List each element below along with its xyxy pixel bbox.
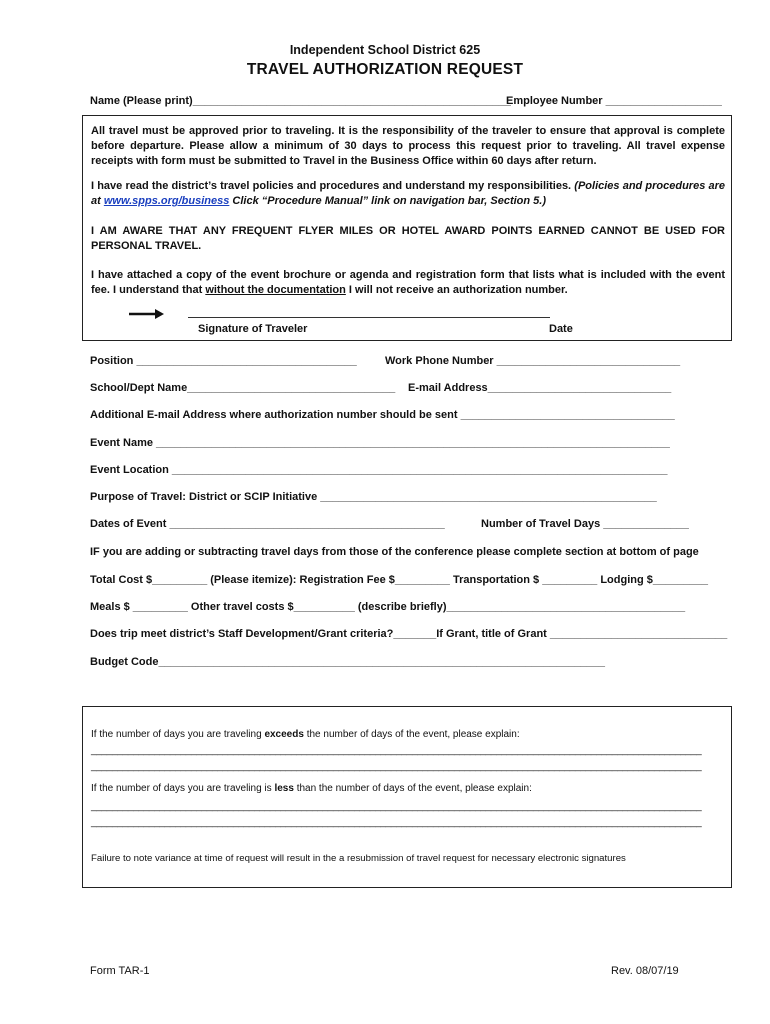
exceeds-prompt [91,729,520,740]
additional-email-field[interactable]: Additional E-mail Address where authorization number should be sent ___________________________________ [90,409,675,421]
documentation-text-end: I will not receive an authorization number. [348,284,568,296]
policy-link[interactable]: www.spps.org/business [103,195,230,207]
event-location-field[interactable]: Event Location _________________________________________________________________________________ [90,464,668,476]
signature-line[interactable] [188,317,550,318]
purpose-field[interactable]: Purpose of Travel: District or SCIP Initiative _______________________________________________________ [90,491,657,503]
work-phone-field[interactable]: Work Phone Number ______________________________ [385,355,681,367]
dates-field[interactable]: Dates of Event _____________________________________________ [90,518,445,530]
less-text-end: than the number of days of the event, please explain: [296,783,532,794]
approval-paragraph: All travel must be approved prior to traveling. It is the responsibility of the traveler to ensure that approval is complete before departure. Please allow a minimum of 30 days to process this request prior to traveling. All travel expense receipts with form must be submitted to Travel in the Business Office within 60 days after return. [91,125,725,167]
less-prompt [91,783,532,794]
form-number: Form TAR-1 [90,965,150,977]
exceeds-line-2[interactable]: ____________________________________________________________________________________________________________________ [91,761,702,772]
documentation-text: I have attached a copy of the event brochure or agenda and registration form that lists what is included with the event fee. I understand that [91,269,725,296]
budget-code-field[interactable]: Budget Code_________________________________________________________________________ [90,656,606,668]
frequent-flyer-paragraph: I AM AWARE THAT ANY FREQUENT FLYER MILES OR HOTEL AWARD POINTS EARNED CANNOT BE USED FOR PERSONAL TRAVEL. [91,225,725,252]
revision-date: Rev. 08/07/19 [611,965,679,977]
policy-text: I have read the district’s travel policies and procedures and understand my responsibilities. [91,180,572,192]
documentation-emphasis: without the documentation [205,284,346,296]
failure-note: Failure to note variance at time of request will result in the a resubmission of travel request for necessary electronic signatures [91,853,626,864]
policy-note: (Policies and procedures are at [91,180,726,207]
signature-label: Signature of Traveler [198,323,308,335]
less-line-1[interactable]: ____________________________________________________________________________________________________________________ [91,801,702,812]
school-dept-field[interactable]: School/Dept Name__________________________________ [90,382,396,394]
employee-number-field[interactable]: Employee Number ___________________ [506,95,722,107]
email-field[interactable]: E-mail Address______________________________ [408,382,672,394]
position-field[interactable]: Position ____________________________________ [90,355,357,367]
criteria-field[interactable]: Does trip meet district’s Staff Development/Grant criteria?_______If Grant, title of Grant _____________________________ [90,628,728,640]
less-text: If the number of days you are traveling is [91,783,272,794]
policy-paragraph [91,179,725,209]
form-title: TRAVEL AUTHORIZATION REQUEST [246,61,524,78]
name-field[interactable]: Name (Please print)____________________________________________________ [90,95,511,107]
exceeds-emphasis: exceeds [264,729,304,740]
exceeds-text: If the number of days you are traveling [91,729,262,740]
district-name: Independent School District 625 [289,43,481,57]
exceeds-text-end: the number of days of the event, please explain: [306,729,520,740]
exceeds-line-1[interactable]: ____________________________________________________________________________________________________________________ [91,745,702,756]
variance-box [82,706,732,888]
arrow-right-icon [129,308,165,320]
date-label: Date [549,323,573,335]
adjust-days-note: IF you are adding or subtracting travel days from those of the conference please complete section at bottom of page [90,546,699,558]
procedure-note: Click “Procedure Manual” link on navigation bar, Section 5.) [232,195,546,207]
less-emphasis: less [274,783,294,794]
less-line-2[interactable]: ____________________________________________________________________________________________________________________ [91,817,702,828]
documentation-paragraph [91,268,725,298]
travel-days-field[interactable]: Number of Travel Days ______________ [481,518,689,530]
notice-box [82,115,732,341]
event-name-field[interactable]: Event Name ____________________________________________________________________________________ [90,437,670,449]
meals-fields[interactable]: Meals $ _________ Other travel costs $__________ (describe briefly)_______________________________________ [90,601,686,613]
cost-fields[interactable]: Total Cost $_________ (Please itemize): Registration Fee $_________ Transportation $ _________ Lodging $_________ [90,574,708,586]
